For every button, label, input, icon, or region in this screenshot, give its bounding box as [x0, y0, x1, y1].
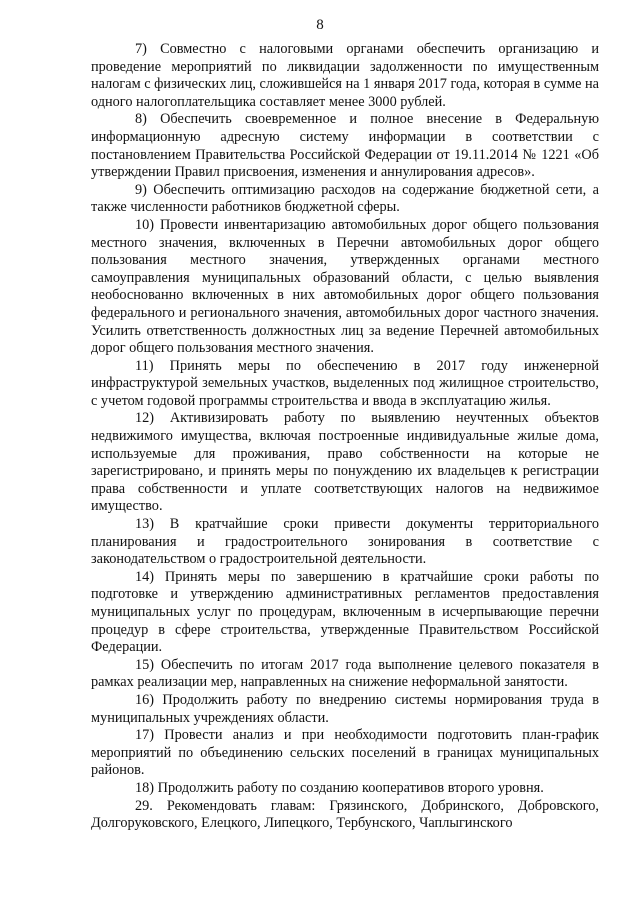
paragraph-29: 29. Рекомендовать главам: Грязинского, Добринского, Добровского, Долгоруковского, Елецкого, Липецкого, Тербунского, Чаплыгинского: [91, 797, 599, 832]
paragraph-15: 15) Обеспечить по итогам 2017 года выполнение целевого показателя в рамках реализации мер, направленных на снижение неформальной занятости.: [91, 656, 599, 691]
document-body: [91, 41, 599, 833]
paragraph-7: 7) Совместно с налоговыми органами обеспечить организацию и проведение мероприятий по ликвидации задолженности по имущественным налогам с физических лиц, сложившейся на 1 января 2017 года, которая в сумме на одного налогоплательщика составляет менее 3000 рублей.: [91, 41, 599, 110]
page-number: 8: [316, 17, 324, 33]
paragraph-8: 8) Обеспечить своевременное и полное внесение в Федеральную информационную адресную систему информации в соответствии с постановлением Правительства Российской Федерации от 19.11.2014 № 1221 «Об утверждении Правил присвоения, изменения и аннулирования адресов».: [91, 111, 599, 181]
paragraph-17: 17) Провести анализ и при необходимости подготовить план-график мероприятий по объединению сельских поселений в границах муниципальных районов.: [91, 727, 599, 779]
paragraph-9: 9) Обеспечить оптимизацию расходов на содержание бюджетной сети, а также численности работников бюджетной сферы.: [91, 181, 599, 216]
paragraph-11: 11) Принять меры по обеспечению в 2017 году инженерной инфраструктурой земельных участков, выделенных под жилищное строительство, с учетом годовой программы строительства и ввода в эксплуатацию жилья.: [91, 357, 599, 409]
paragraph-14: 14) Принять меры по завершению в кратчайшие сроки работы по подготовке и утверждению административных регламентов предоставления муниципальных услуг по процедурам, включенным в исчерпывающие перечни процедур в сфере строительства, утвержденные Правительством Российской Федерации.: [91, 568, 599, 656]
paragraph-10: 10) Провести инвентаризацию автомобильных дорог общего пользования местного значения, включенных в Перечни автомобильных дорог общего пользования местного значения, утвержденных органами местного самоуправления муниципальных образований области, с целью выявления необоснованно включенных в них автомобильных дорог общего пользования федерального и регионального значения, автомобильных дорог частного значения. Усилить ответственность должностных лиц за ведение Перечней автомобильных дорог общего пользования местного значения.: [91, 216, 599, 357]
paragraph-13: 13) В кратчайшие сроки привести документы территориального планирования и градостроительного зонирования в соответствие с законодательством о градостроительной деятельности.: [91, 516, 599, 568]
paragraph-16: 16) Продолжить работу по внедрению системы нормирования труда в муниципальных учреждениях области.: [91, 691, 599, 726]
paragraph-18: 18) Продолжить работу по созданию кооперативов второго уровня.: [135, 779, 544, 796]
paragraph-12: 12) Активизировать работу по выявлению неучтенных объектов недвижимого имущества, включая построенные индивидуальные жилые дома, используемые для проживания, право собственности на которые не зарегистрировано, и принять меры по понуждению их владельцев к регистрации права собственности и уплате соответствующих налогов на недвижимое имущество.: [91, 410, 599, 515]
